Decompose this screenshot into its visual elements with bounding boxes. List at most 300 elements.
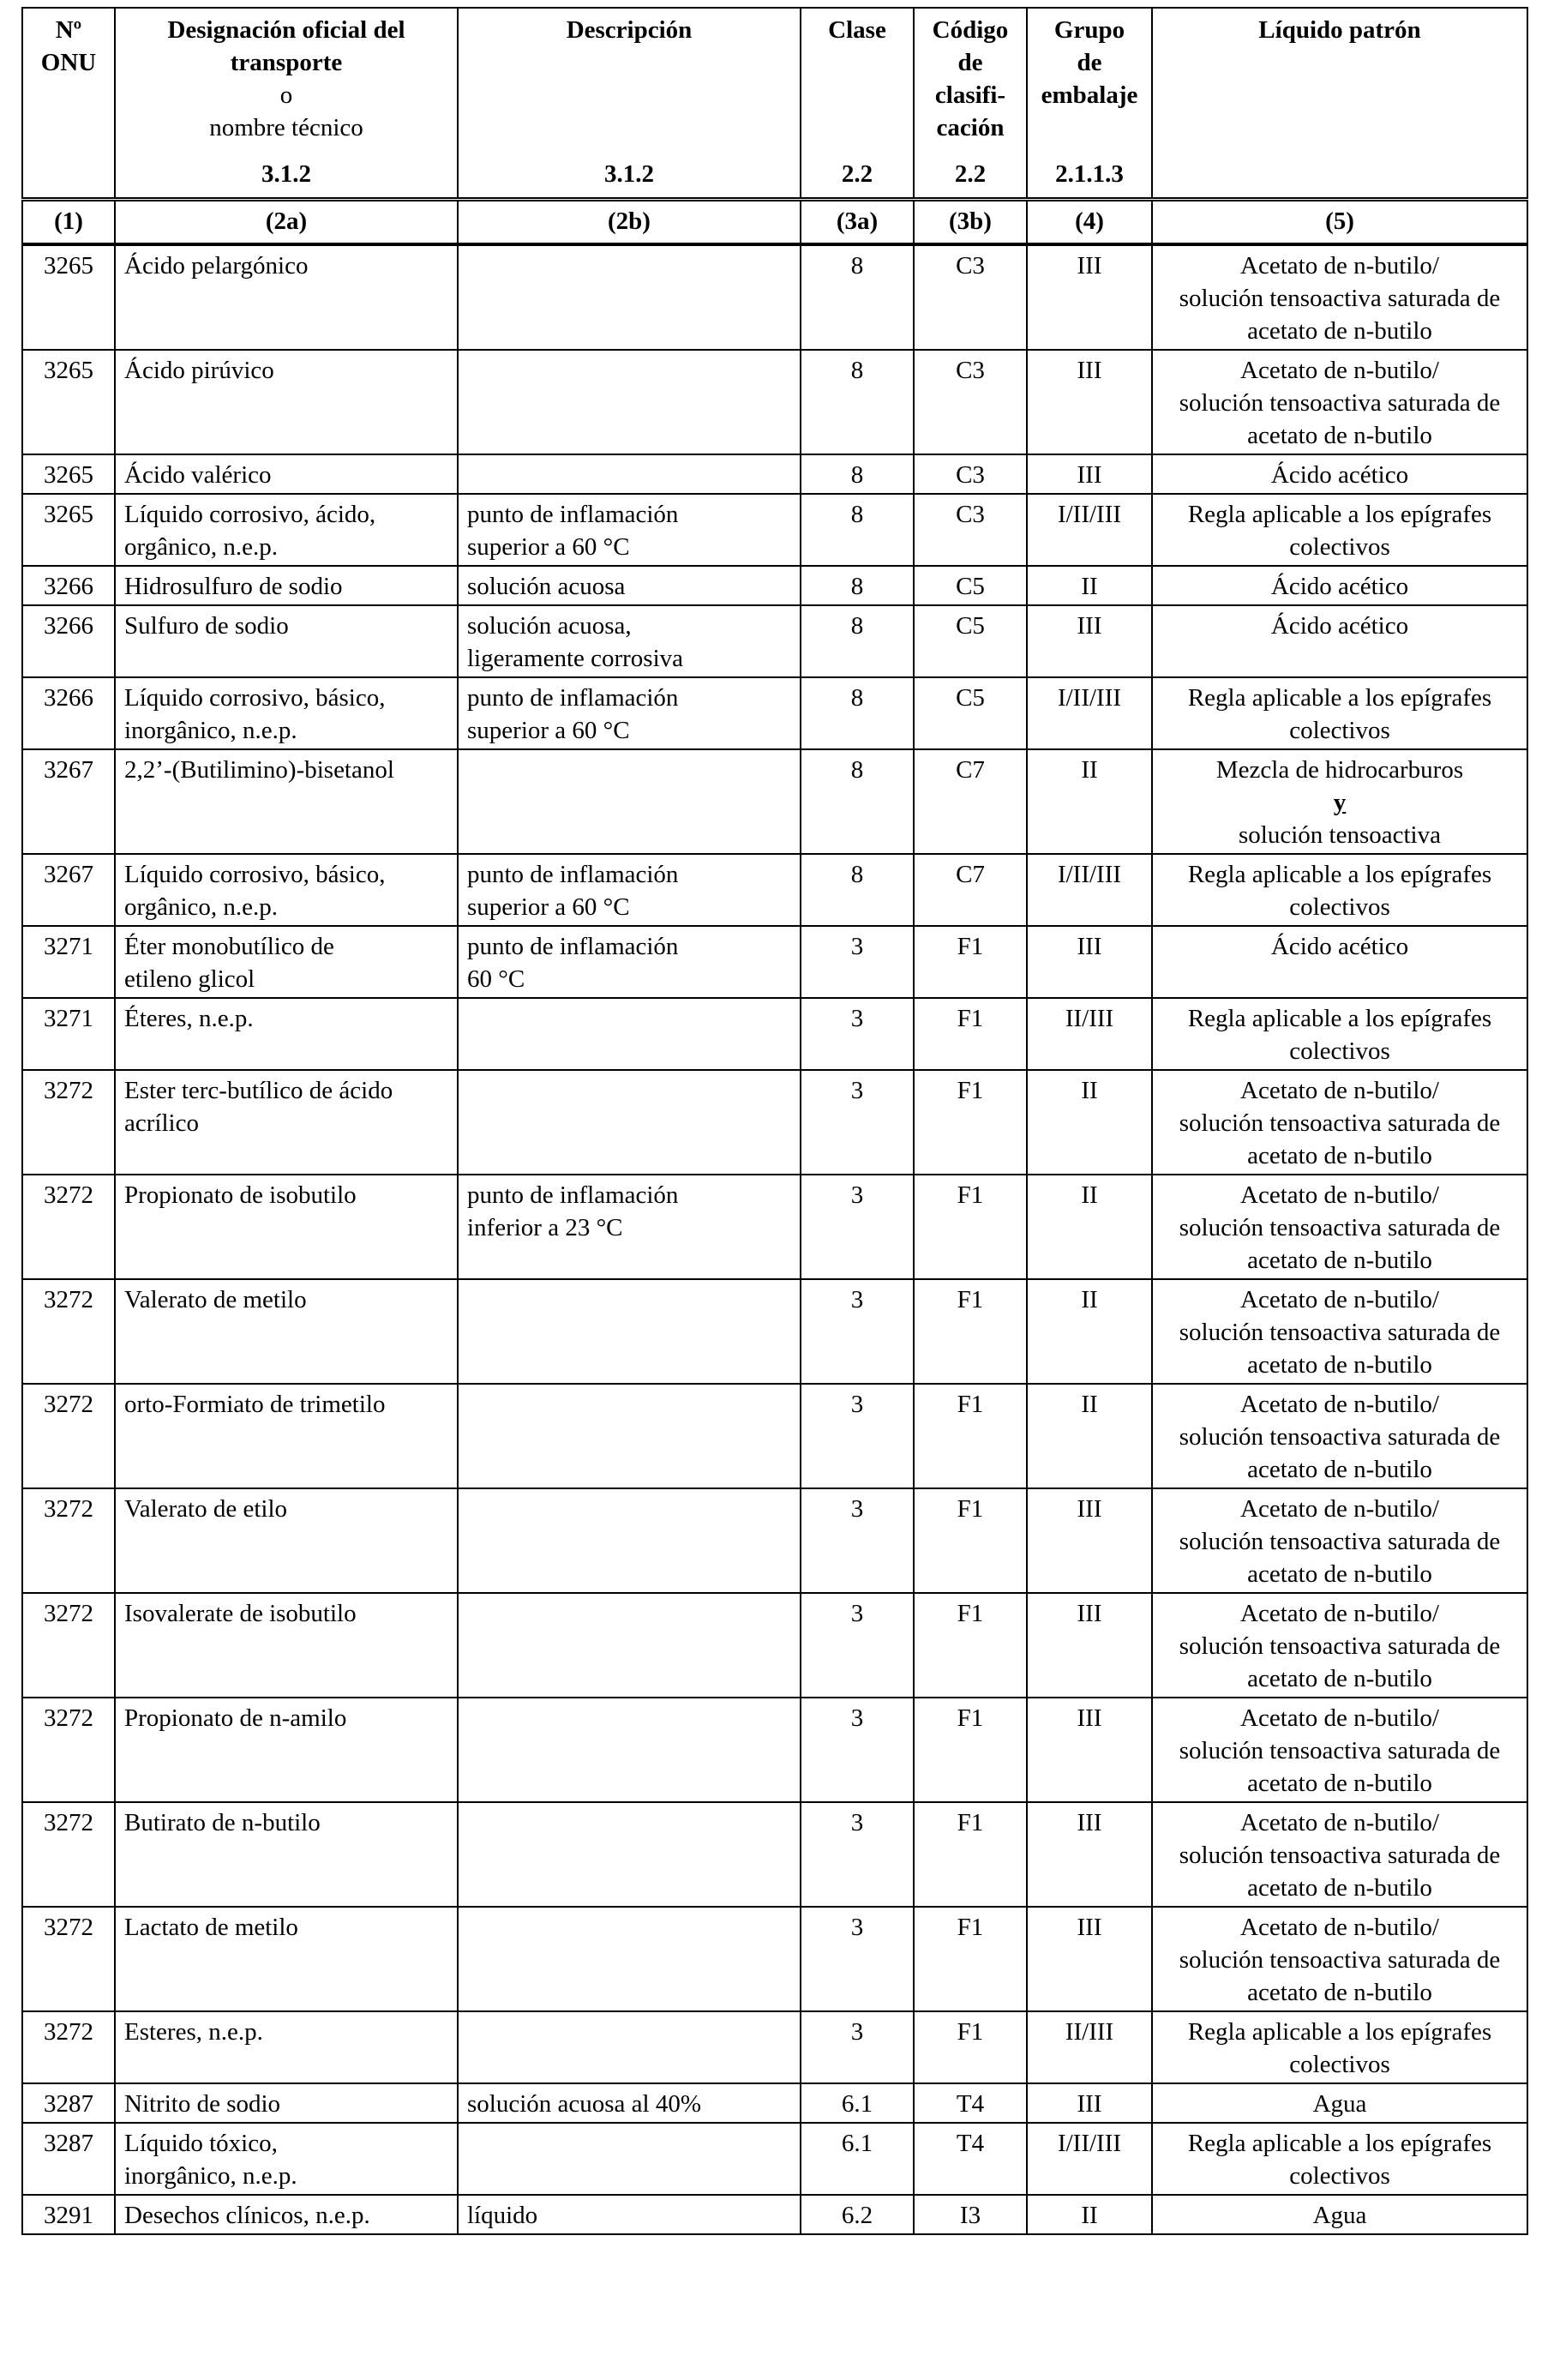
header-text-line: nombre técnico: [209, 114, 363, 141]
cell-shipping-name: [115, 926, 458, 998]
cell-un-number: 3265: [22, 350, 115, 454]
table-row: [22, 1279, 1527, 1384]
cell-standard-liquid-line: colectivos: [1289, 1037, 1390, 1065]
cell-standard-liquid-line: colectivos: [1289, 893, 1390, 921]
cell-description: [458, 605, 801, 677]
cell-shipping-name-line: Valerato de metilo: [124, 1286, 307, 1313]
cell-class: 8: [801, 854, 914, 926]
cell-classification-code: F1: [914, 1384, 1027, 1488]
cell-packing-group: II: [1027, 1070, 1152, 1175]
cell-standard-liquid-line: Regla aplicable a los epígrafes: [1187, 2018, 1492, 2046]
cell-shipping-name-line: Ácido pelargónico: [124, 252, 309, 279]
cell-classification-code: F1: [914, 1175, 1027, 1279]
cell-description-line: superior a 60 °C: [467, 717, 630, 744]
cell-standard-liquid-line: Ácido acético: [1270, 461, 1409, 489]
cell-shipping-name-line: acrílico: [124, 1109, 199, 1137]
cell-standard-liquid-line: Acetato de n-butilo/: [1240, 1181, 1439, 1209]
cell-un-number: 3272: [22, 1384, 115, 1488]
cell-shipping-name-line: Desechos clínicos, n.e.p.: [124, 2202, 370, 2229]
cell-class: 3: [801, 1698, 914, 1802]
cell-description: [458, 1070, 801, 1175]
cell-description: [458, 749, 801, 854]
cell-standard-liquid-line: Acetato de n-butilo/: [1240, 1600, 1439, 1627]
cell-class: 3: [801, 1070, 914, 1175]
cell-shipping-name-line: orto-Formiato de trimetilo: [124, 1391, 386, 1418]
cell-classification-code: C3: [914, 244, 1027, 350]
cell-shipping-name: [115, 454, 458, 494]
table-row: [22, 1802, 1527, 1907]
cell-standard-liquid-line: solución tensoactiva saturada de: [1179, 1214, 1501, 1241]
cell-standard-liquid-line: Regla aplicable a los epígrafes: [1187, 1005, 1492, 1032]
cell-standard-liquid-line: Acetato de n-butilo/: [1240, 252, 1439, 279]
header-text-line: transporte: [230, 49, 343, 76]
cell-description: [458, 677, 801, 749]
cell-standard-liquid-line: acetato de n-butilo: [1247, 422, 1432, 449]
table-row: [22, 1070, 1527, 1175]
cell-shipping-name: [115, 749, 458, 854]
cell-standard-liquid-line: acetato de n-butilo: [1247, 1979, 1432, 2006]
cell-un-number: 3272: [22, 1279, 115, 1384]
cell-standard-liquid: [1152, 566, 1527, 605]
cell-packing-group: III: [1027, 2083, 1152, 2123]
cell-standard-liquid-line: Acetato de n-butilo/: [1240, 1914, 1439, 1941]
cell-description: [458, 1907, 801, 2011]
cell-shipping-name: [115, 1175, 458, 1279]
cell-description-line: 60 °C: [467, 965, 525, 993]
table-row: [22, 677, 1527, 749]
column-number: (1): [22, 200, 115, 245]
cell-standard-liquid: [1152, 2011, 1527, 2083]
cell-description-line: solución acuosa al 40%: [467, 2090, 702, 2118]
cell-packing-group: II: [1027, 2195, 1152, 2234]
cell-shipping-name: [115, 494, 458, 566]
cell-shipping-name-line: Líquido corrosivo, básico,: [124, 861, 386, 888]
cell-standard-liquid-line: acetato de n-butilo: [1247, 1351, 1432, 1379]
cell-classification-code: T4: [914, 2083, 1027, 2123]
cell-standard-liquid-line: solución tensoactiva saturada de: [1179, 389, 1501, 417]
cell-un-number: 3266: [22, 605, 115, 677]
cell-shipping-name-line: Hidrosulfuro de sodio: [124, 573, 343, 600]
cell-standard-liquid-line: colectivos: [1289, 717, 1390, 744]
header-text-line: o: [279, 81, 293, 109]
cell-class: 3: [801, 1175, 914, 1279]
header-standard-liquid: [1152, 8, 1527, 200]
cell-classification-code: T4: [914, 2123, 1027, 2195]
cell-un-number: 3272: [22, 1907, 115, 2011]
cell-shipping-name-line: Butirato de n-butilo: [124, 1809, 321, 1836]
cell-standard-liquid: [1152, 1593, 1527, 1698]
cell-shipping-name-line: Ácido pirúvico: [124, 357, 274, 384]
cell-shipping-name: [115, 350, 458, 454]
table-row: [22, 2083, 1527, 2123]
cell-description-line: superior a 60 °C: [467, 893, 630, 921]
column-number-row: [22, 200, 1527, 245]
cell-shipping-name-line: inorgânico, n.e.p.: [124, 2162, 297, 2190]
table-row: [22, 350, 1527, 454]
cell-description-line: punto de inflamación: [467, 501, 679, 528]
cell-class: 6.1: [801, 2123, 914, 2195]
cell-shipping-name: [115, 2195, 458, 2234]
cell-class: 8: [801, 677, 914, 749]
cell-class: 8: [801, 749, 914, 854]
cell-shipping-name-line: Propionato de isobutilo: [124, 1181, 357, 1209]
header-class: Clase 2.2: [801, 8, 914, 200]
cell-classification-code: C5: [914, 677, 1027, 749]
cell-description-line: solución acuosa: [467, 573, 626, 600]
cell-classification-code: C5: [914, 605, 1027, 677]
header-text-line: Nº: [55, 16, 82, 44]
table-row: [22, 1593, 1527, 1698]
cell-shipping-name-line: Esteres, n.e.p.: [124, 2018, 263, 2046]
header-classification-code: Código de clasifi- cación 2.2: [914, 8, 1027, 200]
header-text-line: ONU: [40, 49, 97, 76]
cell-description: [458, 1384, 801, 1488]
cell-shipping-name: [115, 998, 458, 1070]
cell-standard-liquid-line: Acetato de n-butilo/: [1240, 1286, 1439, 1313]
cell-packing-group: III: [1027, 1488, 1152, 1593]
cell-shipping-name-line: Éter monobutílico de: [124, 933, 334, 960]
cell-standard-liquid-line: acetato de n-butilo: [1247, 1874, 1432, 1902]
cell-packing-group: III: [1027, 1802, 1152, 1907]
cell-standard-liquid: [1152, 1698, 1527, 1802]
cell-standard-liquid: [1152, 494, 1527, 566]
cell-class: 3: [801, 926, 914, 998]
cell-standard-liquid-line: solución tensoactiva saturada de: [1179, 285, 1501, 312]
cell-standard-liquid-line: acetato de n-butilo: [1247, 1247, 1432, 1274]
cell-shipping-name: [115, 1907, 458, 2011]
cell-class: 6.1: [801, 2083, 914, 2123]
cell-standard-liquid-line: Agua: [1312, 2090, 1367, 2118]
cell-standard-liquid-line: solución tensoactiva saturada de: [1179, 1528, 1501, 1555]
cell-packing-group: II: [1027, 1384, 1152, 1488]
header-text-line: Grupo: [1053, 16, 1125, 44]
cell-packing-group: II/III: [1027, 998, 1152, 1070]
cell-class: 8: [801, 350, 914, 454]
table-row: [22, 566, 1527, 605]
cell-shipping-name-line: Líquido tóxico,: [124, 2130, 278, 2157]
cell-description: [458, 1175, 801, 1279]
cell-packing-group: I/II/III: [1027, 2123, 1152, 2195]
table-body: [22, 244, 1527, 2234]
cell-shipping-name: [115, 566, 458, 605]
table-row: [22, 1488, 1527, 1593]
cell-standard-liquid: [1152, 605, 1527, 677]
table-row: [22, 749, 1527, 854]
cell-class: 8: [801, 244, 914, 350]
cell-classification-code: F1: [914, 998, 1027, 1070]
cell-standard-liquid-line: Acetato de n-butilo/: [1240, 1809, 1439, 1836]
cell-standard-liquid: [1152, 1488, 1527, 1593]
cell-classification-code: F1: [914, 1802, 1027, 1907]
cell-standard-liquid-line: Mezcla de hidrocarburos: [1215, 756, 1464, 784]
cell-description-line: superior a 60 °C: [467, 533, 630, 561]
cell-standard-liquid: [1152, 2195, 1527, 2234]
cell-shipping-name-line: Ácido valérico: [124, 461, 272, 489]
header-text-line: cación: [936, 114, 1005, 141]
cell-description: [458, 2123, 801, 2195]
cell-standard-liquid: [1152, 1907, 1527, 2011]
cell-shipping-name-line: orgânico, n.e.p.: [124, 533, 279, 561]
cell-un-number: 3266: [22, 566, 115, 605]
cell-description: [458, 2011, 801, 2083]
cell-classification-code: F1: [914, 1593, 1027, 1698]
cell-standard-liquid: [1152, 854, 1527, 926]
cell-standard-liquid-line: Ácido acético: [1270, 612, 1409, 640]
cell-standard-liquid: [1152, 1279, 1527, 1384]
cell-standard-liquid-line: solución tensoactiva saturada de: [1179, 1632, 1501, 1660]
cell-shipping-name-line: inorgânico, n.e.p.: [124, 717, 297, 744]
cell-standard-liquid-line: Acetato de n-butilo/: [1240, 1704, 1439, 1732]
cell-description-line: líquido: [467, 2202, 538, 2229]
cell-standard-liquid-line: solución tensoactiva: [1239, 821, 1441, 849]
table-row: [22, 454, 1527, 494]
table-row: [22, 1175, 1527, 1279]
table-row: [22, 1698, 1527, 1802]
cell-packing-group: II/III: [1027, 2011, 1152, 2083]
table-row: [22, 494, 1527, 566]
table-row: [22, 244, 1527, 350]
cell-shipping-name: [115, 1070, 458, 1175]
cell-class: 3: [801, 998, 914, 1070]
cell-standard-liquid-line: Agua: [1312, 2202, 1367, 2229]
cell-description: [458, 926, 801, 998]
cell-description: [458, 566, 801, 605]
cell-packing-group: II: [1027, 1279, 1152, 1384]
cell-shipping-name-line: Propionato de n-amilo: [124, 1704, 347, 1732]
cell-shipping-name: [115, 2123, 458, 2195]
cell-standard-liquid: [1152, 454, 1527, 494]
cell-standard-liquid-line: acetato de n-butilo: [1247, 1142, 1432, 1169]
cell-standard-liquid: [1152, 926, 1527, 998]
cell-class: 8: [801, 494, 914, 566]
column-number: (2a): [115, 200, 458, 245]
cell-standard-liquid: [1152, 2083, 1527, 2123]
cell-standard-liquid-line: Regla aplicable a los epígrafes: [1187, 861, 1492, 888]
cell-description: [458, 1698, 801, 1802]
cell-description: [458, 350, 801, 454]
cell-class: 3: [801, 1279, 914, 1384]
cell-description: [458, 494, 801, 566]
cell-shipping-name-line: Éteres, n.e.p.: [124, 1005, 254, 1032]
cell-shipping-name-line: etileno glicol: [124, 965, 255, 993]
cell-class: 3: [801, 1802, 914, 1907]
cell-standard-liquid-line: Acetato de n-butilo/: [1240, 357, 1439, 384]
column-number: (5): [1152, 200, 1527, 245]
cell-standard-liquid-line: acetato de n-butilo: [1247, 317, 1432, 345]
cell-description: [458, 1593, 801, 1698]
header-packing-group: Grupo de embalaje 2.1.1.3: [1027, 8, 1152, 200]
cell-shipping-name: [115, 1488, 458, 1593]
cell-class: 3: [801, 1488, 914, 1593]
cell-packing-group: III: [1027, 1593, 1152, 1698]
cell-classification-code: F1: [914, 1698, 1027, 1802]
cell-class: 3: [801, 2011, 914, 2083]
cell-description: [458, 1488, 801, 1593]
cell-shipping-name-line: Nitrito de sodio: [124, 2090, 281, 2118]
cell-packing-group: II: [1027, 1175, 1152, 1279]
table-row: [22, 1907, 1527, 2011]
cell-standard-liquid: [1152, 244, 1527, 350]
cell-shipping-name: [115, 2011, 458, 2083]
cell-standard-liquid-line: Ácido acético: [1270, 573, 1409, 600]
cell-packing-group: I/II/III: [1027, 854, 1152, 926]
cell-description: [458, 2195, 801, 2234]
cell-standard-liquid-line: y: [1333, 789, 1347, 816]
cell-packing-group: II: [1027, 749, 1152, 854]
cell-standard-liquid-line: colectivos: [1289, 2051, 1390, 2078]
cell-un-number: 3291: [22, 2195, 115, 2234]
header-description: Descripción 3.1.2: [458, 8, 801, 200]
cell-description-line: punto de inflamación: [467, 933, 679, 960]
cell-classification-code: C7: [914, 749, 1027, 854]
cell-standard-liquid-line: solución tensoactiva saturada de: [1179, 1842, 1501, 1869]
cell-description-line: solución acuosa,: [467, 612, 632, 640]
cell-description: [458, 2083, 801, 2123]
cell-class: 3: [801, 1384, 914, 1488]
cell-standard-liquid-line: solución tensoactiva saturada de: [1179, 1109, 1501, 1137]
cell-shipping-name: [115, 1384, 458, 1488]
cell-standard-liquid-line: acetato de n-butilo: [1247, 1665, 1432, 1692]
cell-shipping-name-line: Líquido corrosivo, ácido,: [124, 501, 376, 528]
cell-shipping-name: [115, 605, 458, 677]
cell-standard-liquid: [1152, 1070, 1527, 1175]
table-row: [22, 605, 1527, 677]
cell-description: [458, 1279, 801, 1384]
cell-standard-liquid-line: colectivos: [1289, 2162, 1390, 2190]
cell-description-line: punto de inflamación: [467, 861, 679, 888]
cell-standard-liquid: [1152, 1802, 1527, 1907]
cell-classification-code: F1: [914, 926, 1027, 998]
cell-description: [458, 998, 801, 1070]
cell-class: 8: [801, 454, 914, 494]
table-row: [22, 2195, 1527, 2234]
cell-classification-code: C3: [914, 350, 1027, 454]
header-text-line: de: [1077, 49, 1102, 76]
cell-shipping-name-line: orgânico, n.e.p.: [124, 893, 279, 921]
column-number: (2b): [458, 200, 801, 245]
cell-description-line: punto de inflamación: [467, 1181, 679, 1209]
cell-standard-liquid-line: Acetato de n-butilo/: [1240, 1077, 1439, 1104]
cell-description: [458, 244, 801, 350]
header-text-line: de: [957, 49, 983, 76]
table-row: [22, 2123, 1527, 2195]
cell-description: [458, 854, 801, 926]
header-text-line: Código: [932, 16, 1009, 44]
cell-standard-liquid: [1152, 2123, 1527, 2195]
header-text-line: Descripción: [566, 16, 693, 44]
cell-standard-liquid: [1152, 1384, 1527, 1488]
cell-shipping-name-line: Lactato de metilo: [124, 1914, 298, 1941]
cell-packing-group: I/II/III: [1027, 677, 1152, 749]
cell-shipping-name: [115, 677, 458, 749]
cell-classification-code: C7: [914, 854, 1027, 926]
cell-standard-liquid-line: Acetato de n-butilo/: [1240, 1391, 1439, 1418]
table-row: [22, 926, 1527, 998]
cell-un-number: 3272: [22, 1175, 115, 1279]
cell-class: 8: [801, 566, 914, 605]
header-text-line: Clase: [828, 16, 886, 44]
cell-class: 8: [801, 605, 914, 677]
header-text-line: embalaje: [1041, 81, 1138, 109]
cell-packing-group: III: [1027, 454, 1152, 494]
cell-un-number: 3267: [22, 854, 115, 926]
cell-standard-liquid-line: solución tensoactiva saturada de: [1179, 1737, 1501, 1764]
cell-shipping-name-line: Isovalerate de isobutilo: [124, 1600, 357, 1627]
cell-un-number: 3287: [22, 2123, 115, 2195]
cell-un-number: 3266: [22, 677, 115, 749]
cell-class: 6.2: [801, 2195, 914, 2234]
cell-standard-liquid-line: solución tensoactiva saturada de: [1179, 1319, 1501, 1346]
cell-classification-code: F1: [914, 1488, 1027, 1593]
table-row: [22, 854, 1527, 926]
table-row: [22, 1384, 1527, 1488]
cell-un-number: 3272: [22, 1070, 115, 1175]
cell-description-line: punto de inflamación: [467, 684, 679, 712]
cell-packing-group: III: [1027, 605, 1152, 677]
cell-standard-liquid-line: colectivos: [1289, 533, 1390, 561]
header-text-line: Líquido patrón: [1258, 16, 1421, 44]
cell-un-number: 3272: [22, 2011, 115, 2083]
cell-packing-group: III: [1027, 350, 1152, 454]
cell-un-number: 3271: [22, 926, 115, 998]
cell-description-line: ligeramente corrosiva: [467, 645, 684, 672]
header-text-line: clasifi-: [934, 81, 1006, 109]
cell-packing-group: III: [1027, 244, 1152, 350]
cell-standard-liquid-line: acetato de n-butilo: [1247, 1770, 1432, 1797]
header-row: [22, 8, 1527, 200]
cell-shipping-name-line: Ester terc-butílico de ácido: [124, 1077, 393, 1104]
cell-classification-code: C5: [914, 566, 1027, 605]
column-number: (3b): [914, 200, 1027, 245]
cell-class: 3: [801, 1593, 914, 1698]
cell-packing-group: III: [1027, 1698, 1152, 1802]
cell-un-number: 3272: [22, 1488, 115, 1593]
cell-packing-group: II: [1027, 566, 1152, 605]
cell-un-number: 3272: [22, 1593, 115, 1698]
cell-shipping-name: [115, 1279, 458, 1384]
cell-class: 3: [801, 1907, 914, 2011]
cell-standard-liquid-line: Acetato de n-butilo/: [1240, 1495, 1439, 1523]
cell-description: [458, 454, 801, 494]
cell-standard-liquid-line: solución tensoactiva saturada de: [1179, 1946, 1501, 1974]
cell-shipping-name: [115, 244, 458, 350]
cell-standard-liquid-line: Regla aplicable a los epígrafes: [1187, 2130, 1492, 2157]
cell-description: [458, 1802, 801, 1907]
cell-standard-liquid-line: solución tensoactiva saturada de: [1179, 1423, 1501, 1451]
cell-standard-liquid-line: Regla aplicable a los epígrafes: [1187, 501, 1492, 528]
substance-table: [21, 7, 1528, 2235]
cell-shipping-name: [115, 1698, 458, 1802]
cell-packing-group: I/II/III: [1027, 494, 1152, 566]
cell-un-number: 3287: [22, 2083, 115, 2123]
cell-standard-liquid: [1152, 1175, 1527, 1279]
table-row: [22, 998, 1527, 1070]
cell-shipping-name: [115, 1802, 458, 1907]
cell-description-line: inferior a 23 °C: [467, 1214, 623, 1241]
cell-un-number: 3265: [22, 494, 115, 566]
cell-packing-group: III: [1027, 1907, 1152, 2011]
cell-standard-liquid-line: acetato de n-butilo: [1247, 1560, 1432, 1588]
cell-classification-code: F1: [914, 1279, 1027, 1384]
cell-shipping-name: [115, 854, 458, 926]
cell-un-number: 3271: [22, 998, 115, 1070]
cell-packing-group: III: [1027, 926, 1152, 998]
cell-standard-liquid-line: Regla aplicable a los epígrafes: [1187, 684, 1492, 712]
cell-un-number: 3272: [22, 1698, 115, 1802]
header-text-line: Designación oficial del: [167, 16, 405, 44]
cell-classification-code: F1: [914, 1070, 1027, 1175]
cell-un-number: 3267: [22, 749, 115, 854]
